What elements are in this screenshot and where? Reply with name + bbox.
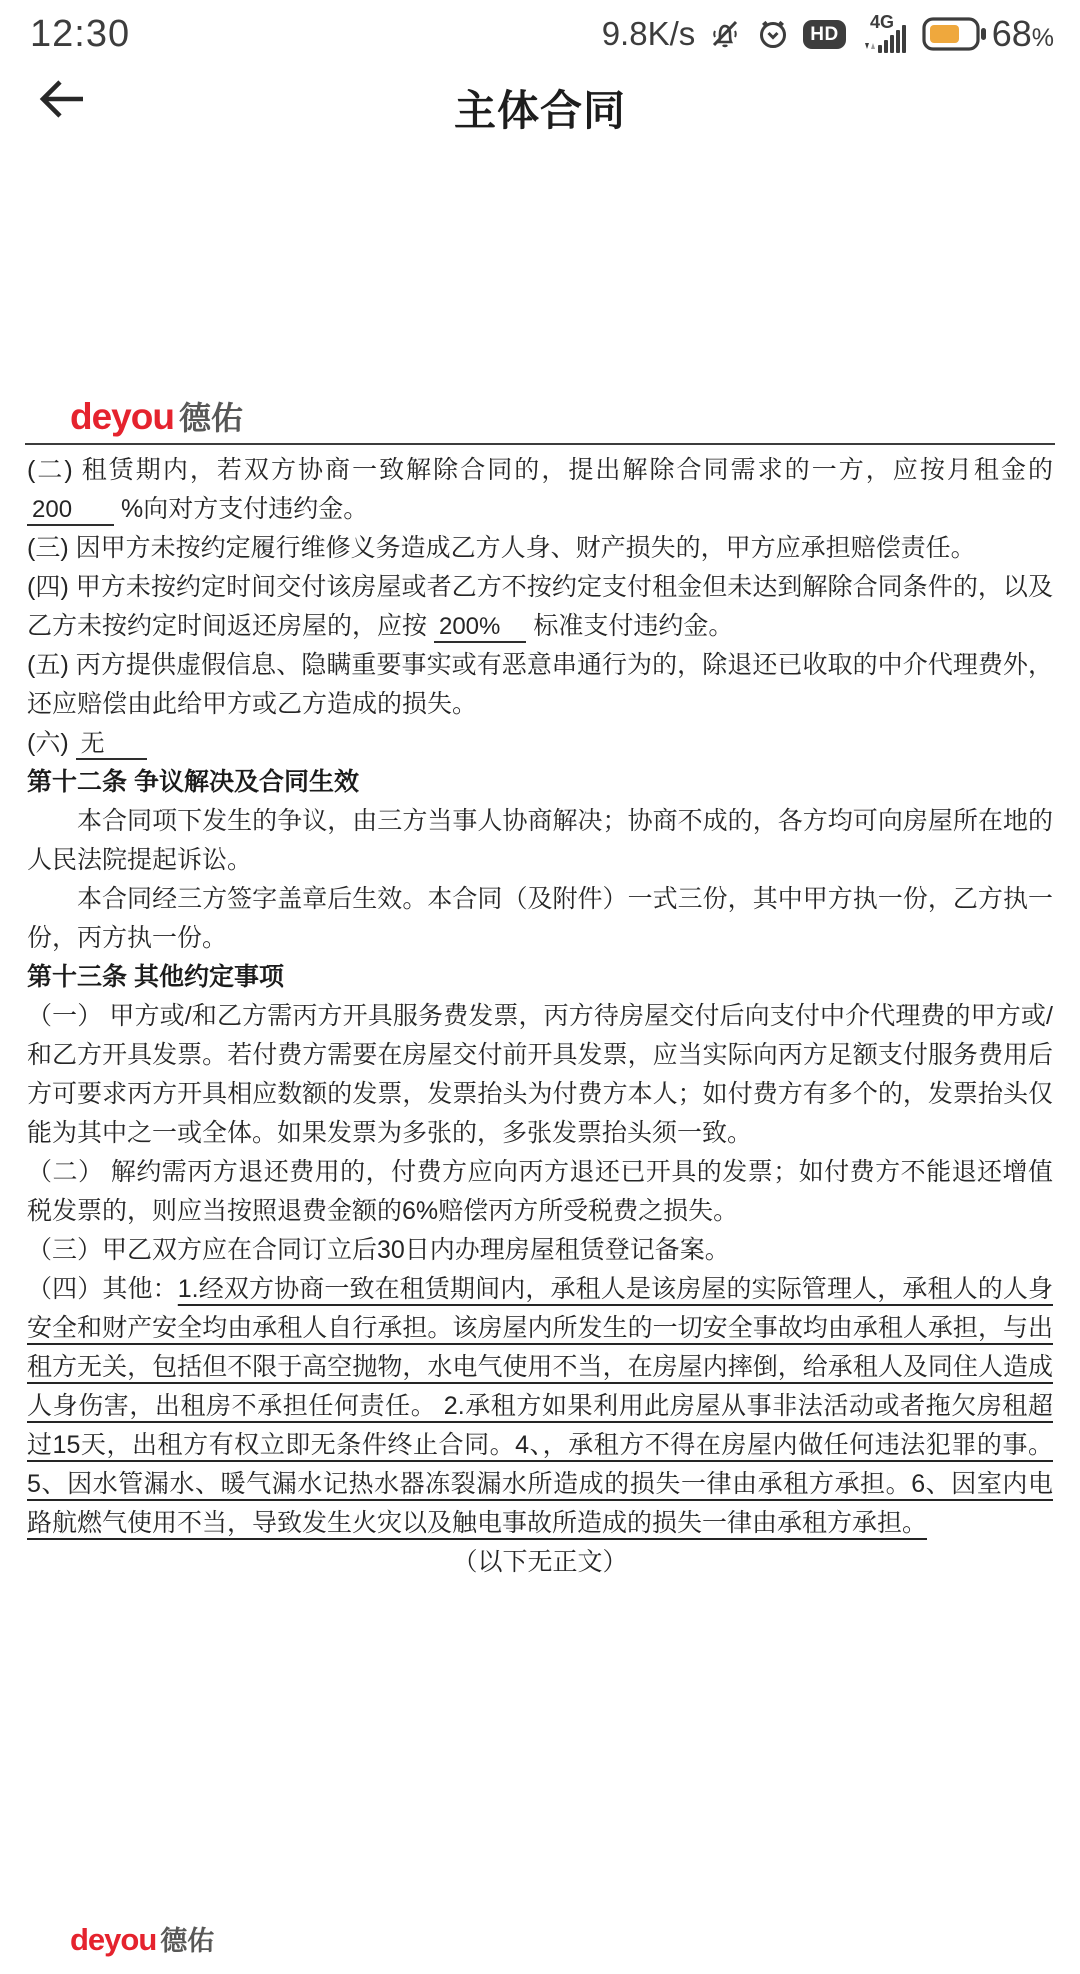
article-12-heading: 第十二条 争议解决及合同生效 — [27, 768, 359, 796]
battery-percent: 68% — [991, 13, 1054, 54]
signal-icon — [858, 13, 910, 55]
contract-body — [27, 451, 1053, 1582]
deyou-logo-footer — [70, 1924, 214, 1955]
deyou-logo — [70, 398, 1080, 435]
blank-fill-monthly-rent-percent: 200 — [27, 496, 114, 526]
article-13-item-2: （二） 解约需丙方退还费用的，付费方应向丙方退还已开具的发票；如付费方不能退还增值税发票的，则应当按照退费金额的6%赔偿丙方所受税费之损失。 — [27, 1158, 1053, 1225]
article-12-paragraph-2: 本合同经三方签字盖章后生效。本合同（及附件）一式三份，其中甲方执一份，乙方执一份，丙方执一份。 — [27, 885, 1053, 952]
article-12-paragraph-1: 本合同项下发生的争议，由三方当事人协商解决；协商不成的，各方均可向房屋所在地的人民法院提起诉讼。 — [27, 807, 1053, 874]
article-13-heading: 第十三条 其他约定事项 — [27, 963, 284, 991]
article-13-item-4: （四）其他：1.经双方协商一致在租赁期间内，承租人是该房屋的实际管理人，承租人的人身安全和财产安全均由承租人自行承担。该房屋内所发生的一切安全事故均由承租人承担，与出租方无关，包括但不限于高空抛物，水电气使用不当，在房屋内摔倒，给承租人及同住人造成人身伤害，出租房不承担任何责任。 2.承租方如果利用此房屋从事非法活动或者拖欠房租超过15天，出租方有权立即无条件终止合同。4、，承租方不得在房屋内做任何违法犯罪的事。5、因水管漏水、暖气漏水记热水器冻裂漏水所造成的损失一律由承租方承担。6、因室内电路航燃气使用不当，导致发生火灾以及触电事故所造成的损失一律由承租方承担。 — [27, 1275, 1053, 1537]
mute-icon — [707, 16, 743, 52]
logo-latin-text: deyou — [70, 1922, 157, 1957]
back-button[interactable] — [36, 76, 88, 122]
closing-note: （以下无正文） — [452, 1548, 628, 1576]
battery-icon — [922, 16, 988, 52]
logo-cjk-text: 德佑 — [178, 400, 243, 436]
logo-latin-text: deyou — [70, 396, 174, 437]
svg-text:4G: 4G — [869, 13, 894, 32]
logo-cjk-text: 德佑 — [160, 1926, 215, 1956]
status-bar — [0, 0, 1080, 62]
page-title: 主体合同 — [453, 87, 626, 134]
clause-6: (六) 无 — [27, 724, 1053, 763]
clause-2: (二) 租赁期内，若双方协商一致解除合同的，提出解除合同需求的一方，应按月租金的 200 %向对方支付违约金。 — [27, 451, 1053, 529]
app-header — [0, 62, 1080, 168]
clause-3: (三) 因甲方未按约定履行维修义务造成乙方人身、财产损失的，甲方应承担赔偿责任。 — [27, 534, 976, 562]
clause-4: (四) 甲方未按约定时间交付该房屋或者乙方不按约定支付租金但未达到解除合同条件的，以及乙方未按约定时间返还房屋的，应按 200% 标准支付违约金。 — [27, 568, 1053, 646]
contract-document — [0, 398, 1080, 1582]
clock-time: 12:30 — [30, 12, 131, 55]
network-speed: 9.8K/s — [601, 15, 696, 52]
article-13-item-3: （三）甲乙双方应在合同订立后30日内办理房屋租赁登记备案。 — [27, 1236, 730, 1264]
alarm-icon — [755, 16, 791, 52]
article-13-item-1: （一） 甲方或/和乙方需丙方开具服务费发票，丙方待房屋交付后向支付中介代理费的甲方或/和乙方开具发票。若付费方需要在房屋交付前开具发票，应当实际向丙方足额支付服务费用后方可要求丙方开具相应数额的发票，发票抬头为付费方本人；如付费方有多个的，发票抬头仅能为其中之一或全体。如果发票为多张的，多张发票抬头须一致。 — [27, 1002, 1053, 1147]
blank-fill-penalty-standard: 200% — [434, 613, 526, 643]
hd-icon: HD — [803, 20, 845, 49]
clause-5: (五) 丙方提供虚假信息、隐瞒重要事实或有恶意串通行为的，除退还已收取的中介代理费外，还应赔偿由此给甲方或乙方造成的损失。 — [27, 651, 1053, 718]
handwritten-other-terms: 1.经双方协商一致在租赁期间内，承租人是该房屋的实际管理人，承租人的人身安全和财产安全均由承租人自行承担。该房屋内所发生的一切安全事故均由承租人承担，与出租方无关，包括但不限于高空抛物，水电气使用不当，在房屋内摔倒，给承租人及同住人造成人身伤害，出租房不承担任何责任。 2.承租方如果利用此房屋从事非法活动或者拖欠房租超过15天，出租方有权立即无条件终止合同。4、，承租方不得在房屋内做任何违法犯罪的事。5、因水管漏水、暖气漏水记热水器冻裂漏水所造成的损失一律由承租方承担。6、因室内电路航燃气使用不当，导致发生火灾以及触电事故所造成的损失一律由承租方承担。 — [27, 1275, 1053, 1537]
document-divider — [25, 443, 1055, 445]
blank-fill-none: 无 — [76, 730, 147, 760]
